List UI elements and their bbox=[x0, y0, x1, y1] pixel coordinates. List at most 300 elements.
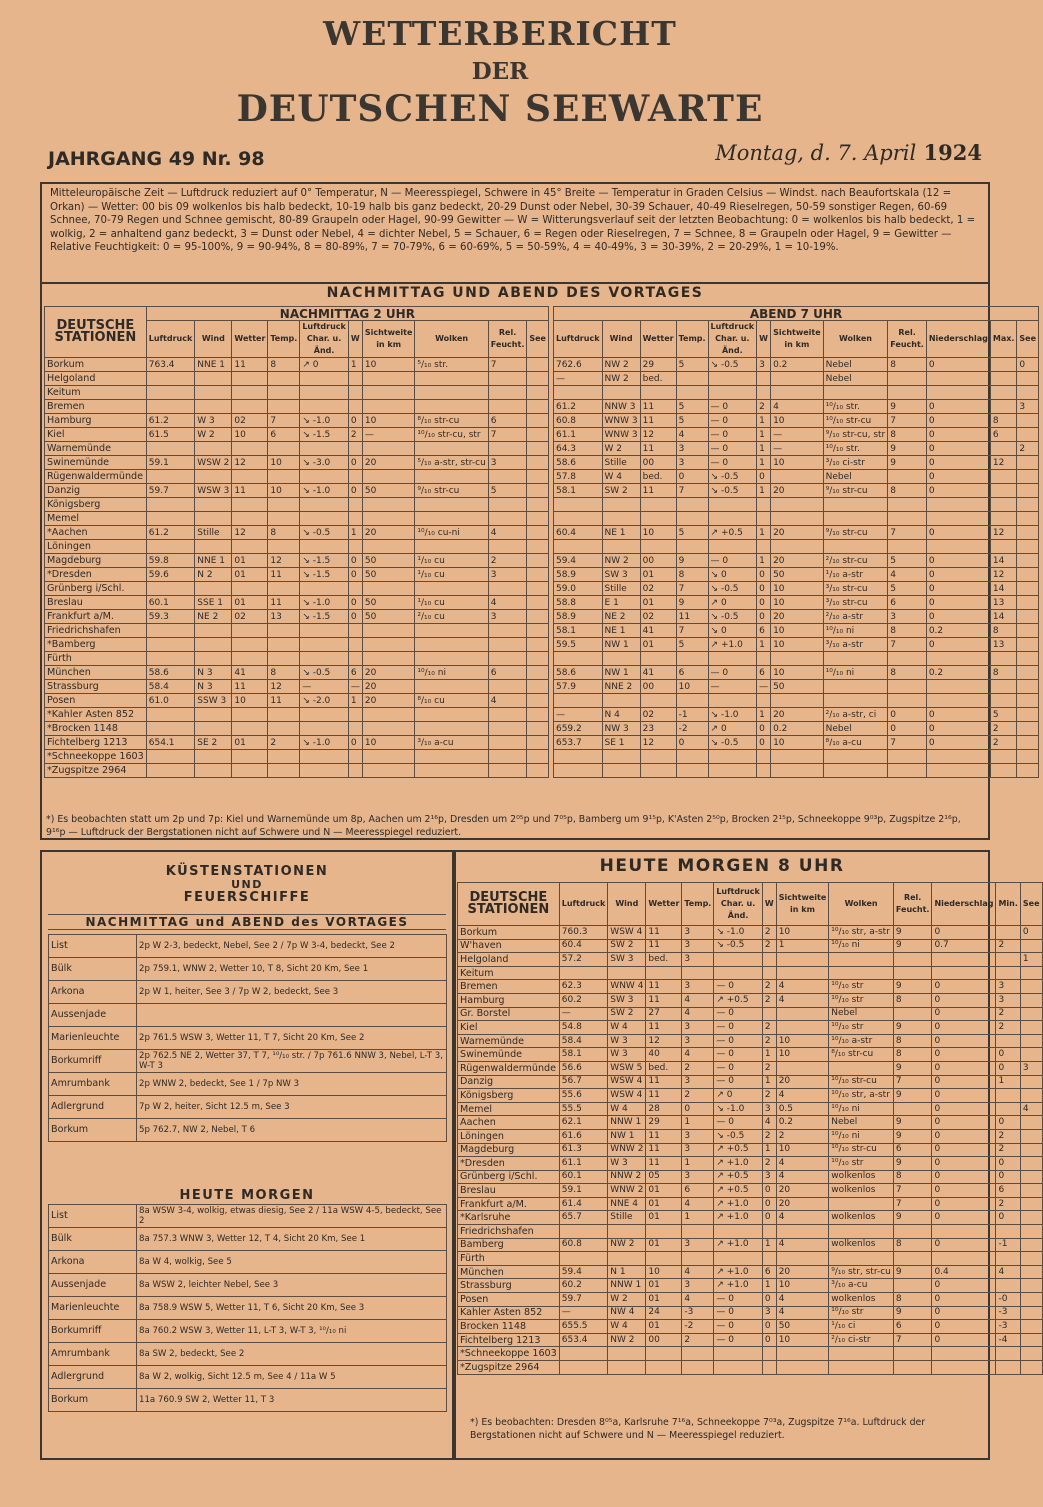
cell-value: SW 2 bbox=[608, 1007, 646, 1021]
cell-value: — 0 bbox=[714, 1021, 763, 1035]
station-name: Königsberg bbox=[45, 498, 147, 512]
cell-value: SW 2 bbox=[602, 484, 640, 498]
cell-value bbox=[362, 498, 415, 512]
cell-value: W 2 bbox=[195, 428, 232, 442]
cell-value bbox=[1020, 1089, 1042, 1103]
jahrgang-number: JAHRGANG 49 Nr. 98 bbox=[48, 148, 265, 170]
cell-value: 0 bbox=[757, 722, 771, 736]
cell-value bbox=[146, 708, 195, 722]
station-name: Bremen bbox=[458, 980, 560, 994]
cell-value bbox=[932, 966, 996, 980]
cell-value: 4 bbox=[676, 428, 708, 442]
col-header: Luftdruck Char. u. Änd. bbox=[708, 321, 757, 358]
cell-value: 5 bbox=[676, 526, 708, 540]
cell-value: Stille bbox=[608, 1211, 646, 1225]
station-name: Breslau bbox=[45, 596, 147, 610]
cell-value bbox=[1017, 596, 1039, 610]
cell-value bbox=[714, 966, 763, 980]
cell-value: 2 bbox=[990, 722, 1017, 736]
cell-value: -1 bbox=[676, 708, 708, 722]
cell-value: 11 bbox=[646, 1021, 682, 1035]
col-header: Wolken bbox=[829, 883, 894, 926]
cell-value bbox=[362, 652, 415, 666]
cell-value: 10 bbox=[362, 414, 415, 428]
cell-value: -0 bbox=[996, 1293, 1020, 1307]
cell-value: 1 bbox=[757, 554, 771, 568]
cell-value bbox=[348, 722, 362, 736]
cell-value: 01 bbox=[646, 1197, 682, 1211]
cell-value bbox=[300, 750, 349, 764]
vortag-grid bbox=[44, 306, 1039, 778]
cell-value: 12 bbox=[990, 568, 1017, 582]
cell-value bbox=[829, 1225, 894, 1239]
cell-value bbox=[888, 470, 927, 484]
cell-value: 01 bbox=[646, 1320, 682, 1334]
cell-value: 2 bbox=[1017, 442, 1039, 456]
col-header: Sichtweite in km bbox=[776, 883, 829, 926]
cell-value: -2 bbox=[682, 1320, 714, 1334]
cell-value bbox=[893, 1102, 932, 1116]
cell-value: NE 2 bbox=[195, 610, 232, 624]
cell-value: 40 bbox=[646, 1048, 682, 1062]
cell-value bbox=[415, 708, 488, 722]
cell-value: 0 bbox=[932, 1021, 996, 1035]
cell-value bbox=[602, 652, 640, 666]
cell-value: 7 bbox=[676, 582, 708, 596]
cell-value bbox=[146, 400, 195, 414]
cell-value: NW 4 bbox=[608, 1306, 646, 1320]
cell-value: — bbox=[348, 680, 362, 694]
cell-value: 59.6 bbox=[146, 568, 195, 582]
cell-value: 20 bbox=[776, 1184, 829, 1198]
cell-value: 0 bbox=[1020, 926, 1042, 940]
cell-value bbox=[646, 1225, 682, 1239]
cell-value bbox=[300, 764, 349, 778]
cell-value: 4 bbox=[888, 568, 927, 582]
cell-value bbox=[990, 400, 1017, 414]
table-row bbox=[458, 953, 1043, 967]
cell-value bbox=[300, 512, 349, 526]
table-row bbox=[458, 980, 1043, 994]
station-name: Königsberg bbox=[458, 1089, 560, 1103]
cell-value bbox=[300, 470, 349, 484]
table-row bbox=[45, 722, 1039, 736]
cell-value: wolkenlos bbox=[829, 1238, 894, 1252]
cell-value: 41 bbox=[640, 666, 676, 680]
cell-value bbox=[527, 596, 549, 610]
cell-value: 01 bbox=[646, 1184, 682, 1198]
cell-value: ↘ -1.0 bbox=[714, 926, 763, 940]
abend-header: ABEND 7 UHR bbox=[553, 307, 1038, 321]
station-name: Brocken 1148 bbox=[458, 1320, 560, 1334]
cell-value bbox=[1017, 610, 1039, 624]
cell-value: 2 bbox=[996, 1021, 1020, 1035]
legend-text: Mitteleuropäische Zeit — Luftdruck reduziert auf 0° Temperatur, N — Meeresspiegel, Schwere in 45° Breite — Temperatur in Graden Celsius — Windst. nach Beaufortskala (12 = Orkan) — Wetter: 00 bis 09 wolkenlos bis halb bedeckt, 10-19 halb bis ganz bedeckt, 20-29 Dunst oder Nebel, 30-39 Schauer, 40-49 Rieselregen, 50-59 sonstiger Regen, 60-69 Schnee, 70-79 Regen und Schnee gemischt, 80-89 Graupeln oder Hagel, 90-99 Gewitter — W = Witterungsverlauf seit der letzten Beobachtung: 0 = wolkenlos bis halb bedeckt, 1 = wolkig, 2 = anhaltend ganz bedeckt, 3 = Dunst oder Nebel, 4 = dichter Nebel, 5 = Schauer, 6 = Regen oder Rieselregen, 7 = Schnee, 8 = Graupeln oder Hagel, 9 = Gewitter — Relative Feuchtigkeit: 0 = 95-100%, 9 = 90-94%, 8 = 80-89%, 7 = 70-79%, 6 = 60-69%, 5 = 50-59%, 4 = 40-49%, 3 = 30-39%, 2 = 20-29%, 1 = 10-19%. bbox=[40, 182, 990, 292]
station-name: Frankfurt a/M. bbox=[458, 1197, 560, 1211]
cell-value: 12 bbox=[990, 456, 1017, 470]
cell-value: 0 bbox=[932, 1102, 996, 1116]
cell-value bbox=[888, 750, 927, 764]
cell-value: 763.4 bbox=[146, 358, 195, 372]
cell-value: 0 bbox=[926, 736, 990, 750]
cell-value bbox=[488, 736, 527, 750]
cell-value: 0 bbox=[348, 568, 362, 582]
cell-value bbox=[146, 442, 195, 456]
station-name: *Schneekoppe 1603 bbox=[45, 750, 147, 764]
cell-value bbox=[708, 386, 757, 400]
cell-value: ⁹/₁₀ str-cu, str bbox=[823, 428, 888, 442]
coast-grid bbox=[48, 934, 447, 1142]
cell-value: 8 bbox=[888, 624, 927, 638]
cell-value bbox=[348, 750, 362, 764]
table-row bbox=[45, 498, 1039, 512]
cell-value bbox=[757, 750, 771, 764]
cell-value: 2 bbox=[990, 736, 1017, 750]
cell-value bbox=[415, 470, 488, 484]
cell-value: 659.2 bbox=[553, 722, 602, 736]
cell-value bbox=[527, 568, 549, 582]
cell-value: 57.9 bbox=[553, 680, 602, 694]
cell-value bbox=[348, 470, 362, 484]
cell-value bbox=[893, 1225, 932, 1239]
cell-value: 0 bbox=[757, 470, 771, 484]
cell-value: ↘ -1.5 bbox=[300, 568, 349, 582]
cell-value bbox=[714, 1361, 763, 1375]
cell-value: ↘ -0.5 bbox=[708, 358, 757, 372]
cell-value: 59.7 bbox=[146, 484, 195, 498]
cell-value: 64.3 bbox=[553, 442, 602, 456]
cell-value bbox=[362, 708, 415, 722]
cell-value: 760.3 bbox=[559, 926, 608, 940]
cell-value bbox=[1017, 428, 1039, 442]
cell-value: 5 bbox=[488, 484, 527, 498]
cell-value: 3 bbox=[682, 953, 714, 967]
cell-value: 12 bbox=[640, 428, 676, 442]
cell-value: ¹/₁₀ ci bbox=[829, 1320, 894, 1334]
cell-value: — bbox=[757, 680, 771, 694]
cell-value bbox=[708, 694, 757, 708]
kuesten-heute-table bbox=[48, 1204, 447, 1412]
cell-value: 7 bbox=[676, 484, 708, 498]
cell-value bbox=[990, 764, 1017, 778]
cell-value: 1 bbox=[682, 1211, 714, 1225]
cell-value: — bbox=[771, 442, 824, 456]
cell-value bbox=[823, 680, 888, 694]
cell-value bbox=[527, 526, 549, 540]
cell-value: 5 bbox=[676, 358, 708, 372]
cell-value: 11 bbox=[646, 1129, 682, 1143]
cell-value: 10 bbox=[676, 680, 708, 694]
cell-value: 57.2 bbox=[559, 953, 608, 967]
cell-value: NW 2 bbox=[602, 358, 640, 372]
observation-text: 8a WSW 3-4, wolkig, etwas diesig, See 2 / 11a WSW 4-5, bedeckt, See 2 bbox=[137, 1205, 447, 1228]
cell-value: 0 bbox=[932, 1048, 996, 1062]
cell-value: ²/₁₀ str-cu bbox=[823, 554, 888, 568]
cell-value bbox=[415, 764, 488, 778]
station-name: Memel bbox=[458, 1102, 560, 1116]
cell-value bbox=[602, 498, 640, 512]
cell-value bbox=[527, 624, 549, 638]
cell-value: 0 bbox=[926, 582, 990, 596]
cell-value: 0 bbox=[996, 1116, 1020, 1130]
cell-value: 14 bbox=[990, 582, 1017, 596]
table-row bbox=[45, 666, 1039, 680]
cell-value: 55.5 bbox=[559, 1102, 608, 1116]
cell-value bbox=[348, 386, 362, 400]
cell-value: 8 bbox=[888, 428, 927, 442]
station-name: Grünberg i/Schl. bbox=[45, 582, 147, 596]
cell-value: -4 bbox=[996, 1333, 1020, 1347]
cell-value: 7 bbox=[893, 1184, 932, 1198]
cell-value: 02 bbox=[232, 610, 268, 624]
cell-value bbox=[1017, 456, 1039, 470]
cell-value: — 0 bbox=[714, 1007, 763, 1021]
station-name: Hamburg bbox=[458, 993, 560, 1007]
cell-value bbox=[348, 498, 362, 512]
cell-value: 01 bbox=[232, 736, 268, 750]
cell-value: 50 bbox=[362, 596, 415, 610]
cell-value bbox=[195, 652, 232, 666]
cell-value: 0 bbox=[676, 470, 708, 484]
cell-value: 20 bbox=[362, 680, 415, 694]
cell-value bbox=[602, 512, 640, 526]
cell-value: ↗ +0.5 bbox=[714, 1184, 763, 1198]
cell-value bbox=[268, 400, 300, 414]
table-row bbox=[45, 484, 1039, 498]
observation-text: 8a 760.2 WSW 3, Wetter 11, L-T 3, W-T 3, ¹⁰/₁₀ ni bbox=[137, 1320, 447, 1343]
cell-value: 58.4 bbox=[146, 680, 195, 694]
cell-value bbox=[771, 512, 824, 526]
cell-value bbox=[527, 722, 549, 736]
cell-value bbox=[527, 638, 549, 652]
cell-value bbox=[1020, 1075, 1042, 1089]
cell-value: 2 bbox=[682, 1333, 714, 1347]
cell-value: 4 bbox=[682, 1265, 714, 1279]
cell-value bbox=[640, 498, 676, 512]
cell-value bbox=[888, 652, 927, 666]
cell-value bbox=[488, 750, 527, 764]
cell-value: 1 bbox=[682, 1116, 714, 1130]
cell-value bbox=[559, 1361, 608, 1375]
table-row bbox=[45, 610, 1039, 624]
cell-value: -3 bbox=[682, 1306, 714, 1320]
cell-value: 8 bbox=[893, 1048, 932, 1062]
cell-value: 11 bbox=[646, 1157, 682, 1171]
cell-value: 3 bbox=[676, 442, 708, 456]
cell-value: SW 2 bbox=[608, 939, 646, 953]
cell-value bbox=[1017, 764, 1039, 778]
cell-value: 0 bbox=[888, 722, 927, 736]
cell-value bbox=[300, 386, 349, 400]
cell-value bbox=[146, 722, 195, 736]
cell-value bbox=[268, 540, 300, 554]
cell-value: WSW 4 bbox=[608, 1075, 646, 1089]
observation-text: 2p WNW 2, bedeckt, See 1 / 7p NW 3 bbox=[137, 1073, 447, 1096]
cell-value bbox=[990, 358, 1017, 372]
cell-value: Nebel bbox=[829, 1116, 894, 1130]
cell-value: Nebel bbox=[823, 722, 888, 736]
cell-value: 20 bbox=[362, 526, 415, 540]
cell-value: 0 bbox=[762, 1197, 776, 1211]
cell-value: — 0 bbox=[708, 428, 757, 442]
station-name: Frankfurt a/M. bbox=[45, 610, 147, 624]
cell-value: 1 bbox=[348, 526, 362, 540]
cell-value: ↘ -0.5 bbox=[708, 582, 757, 596]
cell-value bbox=[268, 750, 300, 764]
cell-value: ↘ -0.5 bbox=[714, 1129, 763, 1143]
col-header: Luftdruck bbox=[553, 321, 602, 358]
cell-value: 0 bbox=[757, 582, 771, 596]
cell-value: ¹⁰/₁₀ str bbox=[829, 1306, 894, 1320]
cell-value bbox=[232, 638, 268, 652]
cell-value: NW 2 bbox=[602, 554, 640, 568]
cell-value bbox=[990, 484, 1017, 498]
cell-value bbox=[300, 498, 349, 512]
table-row bbox=[45, 428, 1039, 442]
cell-value: NE 2 bbox=[602, 610, 640, 624]
cell-value: Nebel bbox=[823, 372, 888, 386]
cell-value: 61.2 bbox=[146, 526, 195, 540]
cell-value bbox=[926, 512, 990, 526]
cell-value: NW 1 bbox=[602, 638, 640, 652]
cell-value bbox=[757, 764, 771, 778]
cell-value: ↘ -1.0 bbox=[714, 1102, 763, 1116]
cell-value bbox=[829, 1361, 894, 1375]
cell-value: — 0 bbox=[714, 1075, 763, 1089]
cell-value: 653.4 bbox=[559, 1333, 608, 1347]
cell-value bbox=[996, 926, 1020, 940]
cell-value: 6 bbox=[990, 428, 1017, 442]
cell-value bbox=[362, 372, 415, 386]
cell-value: 9 bbox=[893, 939, 932, 953]
cell-value bbox=[232, 652, 268, 666]
col-header: Luftdruck Char. u. Änd. bbox=[300, 321, 349, 358]
cell-value bbox=[829, 1347, 894, 1361]
cell-value: ↗ +1.0 bbox=[714, 1211, 763, 1225]
cell-value: 3 bbox=[888, 610, 927, 624]
cell-value: 8 bbox=[676, 568, 708, 582]
station-name: Adlergrund bbox=[49, 1366, 137, 1389]
cell-value bbox=[488, 624, 527, 638]
cell-value: 60.8 bbox=[559, 1238, 608, 1252]
cell-value: 6 bbox=[488, 414, 527, 428]
table-row bbox=[458, 1197, 1043, 1211]
station-name: W'haven bbox=[458, 939, 560, 953]
cell-value: 27 bbox=[646, 1007, 682, 1021]
cell-value bbox=[708, 764, 757, 778]
cell-value: ↘ -1.5 bbox=[300, 554, 349, 568]
cell-value bbox=[776, 1361, 829, 1375]
cell-value: 62.1 bbox=[559, 1116, 608, 1130]
observation-text: 8a W 4, wolkig, See 5 bbox=[137, 1251, 447, 1274]
cell-value: 0 bbox=[996, 1157, 1020, 1171]
cell-value bbox=[232, 498, 268, 512]
cell-value bbox=[300, 708, 349, 722]
cell-value: 10 bbox=[232, 694, 268, 708]
cell-value: 60.4 bbox=[553, 526, 602, 540]
table-row bbox=[458, 1211, 1043, 1225]
cell-value: NNW 1 bbox=[608, 1279, 646, 1293]
cell-value bbox=[776, 1252, 829, 1266]
cell-value: 10 bbox=[776, 1143, 829, 1157]
vortag-footnote: *) Es beobachten statt um 2p und 7p: Kiel und Warnemünde um 8p, Aachen um 2¹⁶p, Dresden um 2⁰⁵p und 7⁰⁵p, Bamberg um 9¹⁵p, K'Asten 2⁵⁰p, Brocken 2¹⁵p, Schneekoppe 9⁰³p, Zugspitze 2¹⁶p, 9¹⁶p — Luftdruck der Bergstationen nicht auf Schwere und N — Meeresspiegel reduziert. bbox=[46, 814, 961, 838]
cell-value: 3 bbox=[996, 980, 1020, 994]
cell-value: N 3 bbox=[195, 680, 232, 694]
cell-value: 0 bbox=[888, 708, 927, 722]
cell-value bbox=[362, 386, 415, 400]
cell-value bbox=[362, 470, 415, 484]
cell-value: — 0 bbox=[708, 400, 757, 414]
cell-value: 1 bbox=[757, 414, 771, 428]
kuesten-title-1: KÜSTENSTATIONEN bbox=[165, 864, 329, 879]
cell-value: -2 bbox=[676, 722, 708, 736]
cell-value bbox=[195, 638, 232, 652]
cell-value: ¹/₁₀ cu bbox=[415, 554, 488, 568]
cell-value bbox=[146, 652, 195, 666]
cell-value bbox=[888, 680, 927, 694]
kuesten-sub-vortag: NACHMITTAG und ABEND des VORTAGES bbox=[48, 914, 446, 930]
cell-value bbox=[415, 400, 488, 414]
cell-value: 3 bbox=[762, 1170, 776, 1184]
cell-value: ↘ -1.0 bbox=[300, 414, 349, 428]
station-name: München bbox=[45, 666, 147, 680]
cell-value bbox=[771, 498, 824, 512]
cell-value bbox=[676, 372, 708, 386]
station-name: Bülk bbox=[49, 1228, 137, 1251]
cell-value bbox=[776, 1061, 829, 1075]
cell-value: 2 bbox=[682, 1061, 714, 1075]
station-name: Borkum bbox=[49, 1119, 137, 1142]
cell-value: ↘ -1.0 bbox=[300, 736, 349, 750]
cell-value bbox=[348, 400, 362, 414]
cell-value: 0 bbox=[762, 1211, 776, 1225]
cell-value bbox=[553, 540, 602, 554]
cell-value: 9 bbox=[893, 926, 932, 940]
cell-value bbox=[932, 1225, 996, 1239]
cell-value: N 2 bbox=[195, 568, 232, 582]
cell-value: WSW 4 bbox=[608, 926, 646, 940]
cell-value: 5 bbox=[676, 638, 708, 652]
cell-value: 9 bbox=[888, 456, 927, 470]
cell-value: -3 bbox=[996, 1306, 1020, 1320]
cell-value: 6 bbox=[893, 1143, 932, 1157]
cell-value: 0 bbox=[932, 1143, 996, 1157]
cell-value bbox=[996, 1279, 1020, 1293]
cell-value: 0 bbox=[932, 1333, 996, 1347]
cell-value: 2 bbox=[757, 400, 771, 414]
cell-value: 59.5 bbox=[553, 638, 602, 652]
cell-value: N 1 bbox=[608, 1265, 646, 1279]
station-name: Hamburg bbox=[45, 414, 147, 428]
cell-value bbox=[1020, 1170, 1042, 1184]
cell-value: ↗ 0 bbox=[708, 596, 757, 610]
table-row bbox=[458, 1170, 1043, 1184]
cell-value: wolkenlos bbox=[829, 1184, 894, 1198]
table-row bbox=[45, 470, 1039, 484]
cell-value: 9 bbox=[893, 1129, 932, 1143]
cell-value: 01 bbox=[232, 554, 268, 568]
cell-value: 0 bbox=[348, 736, 362, 750]
cell-value: 20 bbox=[776, 1265, 829, 1279]
cell-value bbox=[771, 540, 824, 554]
cell-value: WSW 4 bbox=[608, 1089, 646, 1103]
cell-value: 10 bbox=[776, 1279, 829, 1293]
cell-value: 50 bbox=[771, 680, 824, 694]
table-row bbox=[458, 1089, 1043, 1103]
cell-value bbox=[300, 652, 349, 666]
cell-value: Nebel bbox=[823, 358, 888, 372]
cell-value: 2 bbox=[996, 1197, 1020, 1211]
